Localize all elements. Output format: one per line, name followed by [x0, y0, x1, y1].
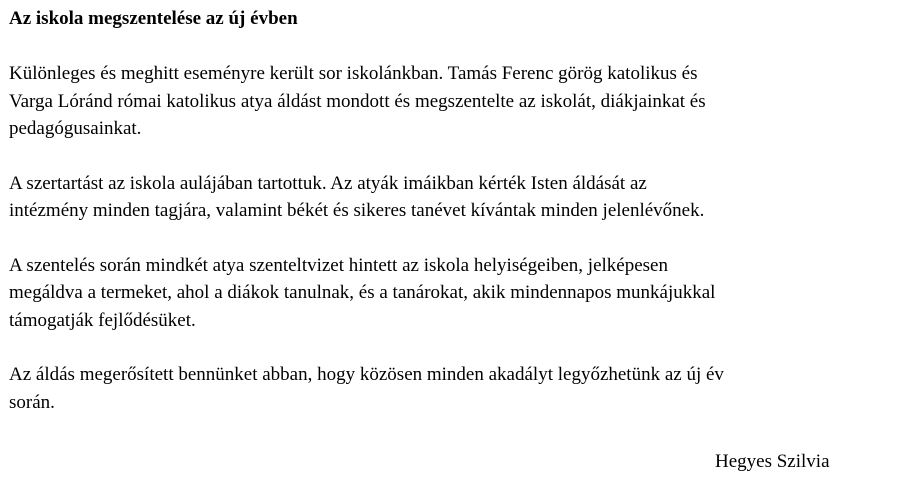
paragraph-line: Varga Lóránd római katolikus atya áldást mondott és megszentelte az iskolát, diákjainkat és — [9, 90, 706, 112]
paragraph-2 — [9, 170, 909, 225]
document — [9, 0, 909, 416]
paragraph-1 — [9, 60, 909, 143]
paragraph-line: A szentelés során mindkét atya szenteltvizet hintett az iskola helyiségeiben, jelképesen — [9, 254, 668, 276]
paragraph-line: intézmény minden tagjára, valamint békét és sikeres tanévet kívántak minden jelenlévőnek. — [9, 200, 705, 221]
paragraph-line: Az áldás megerősített bennünket abban, hogy közösen minden akadályt legyőzhetünk az új év — [9, 364, 724, 385]
document-title: Az iskola megszentelése az új évben — [9, 8, 298, 29]
paragraph-line: pedagógusainkat. — [9, 118, 142, 139]
author-signature: Hegyes Szilvia — [715, 451, 830, 472]
paragraph-3 — [9, 252, 909, 335]
paragraph-line: megáldva a termeket, ahol a diákok tanulnak, és a tanárokat, akik mindennapos munkájukkal — [9, 282, 716, 303]
paragraph-line: A szertartást az iskola aulájában tartottuk. Az atyák imáikban kérték Isten áldását az — [9, 172, 647, 194]
paragraph-line: támogatják fejlődésüket. — [9, 309, 196, 331]
paragraph-line: során. — [9, 391, 55, 413]
paragraph-4 — [9, 361, 909, 416]
paragraph-line: Különleges és meghitt eseményre került sor iskolánkban. Tamás Ferenc görög katolikus és — [9, 63, 698, 84]
